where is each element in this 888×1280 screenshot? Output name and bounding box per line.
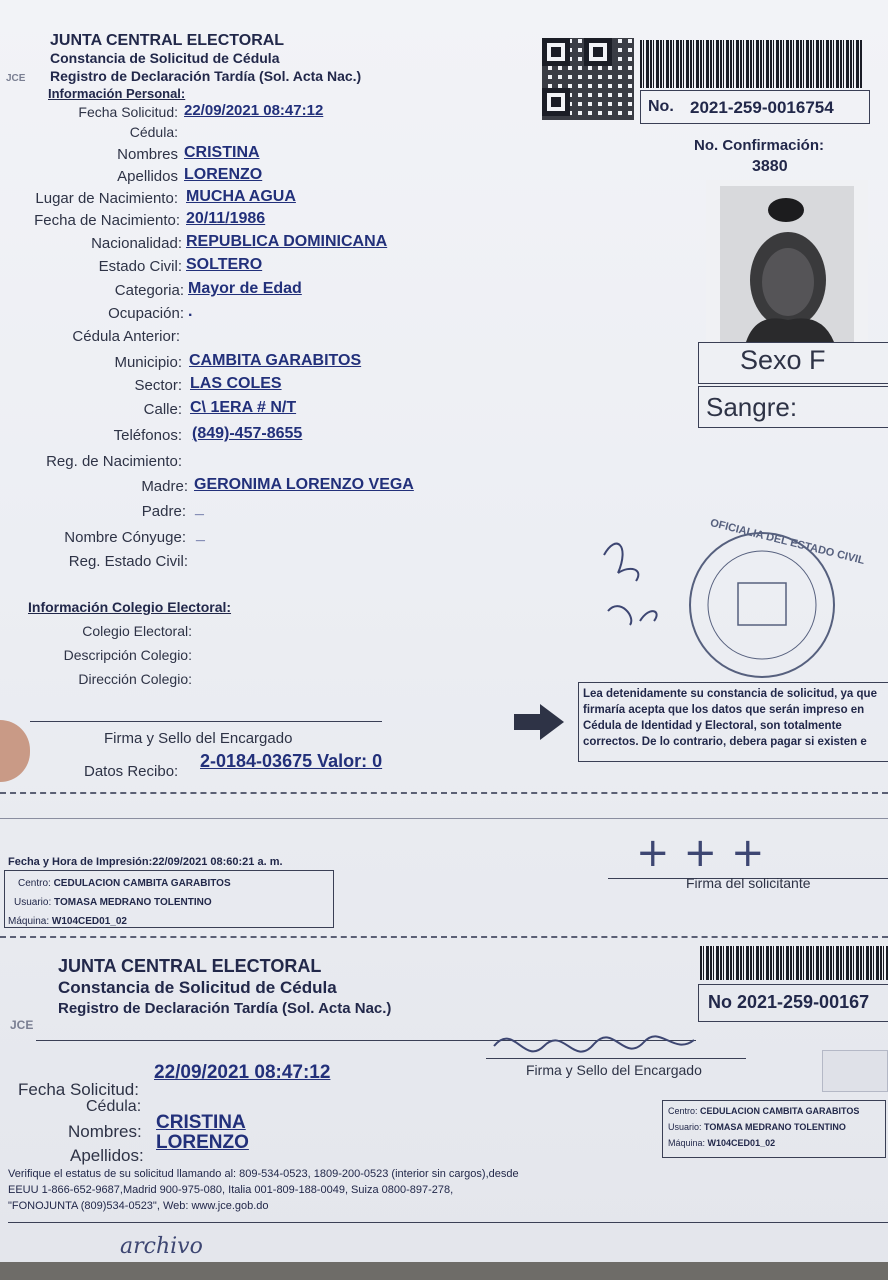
barcode-2 — [700, 946, 888, 980]
value-calle: C\ 1ERA # N/T — [190, 399, 297, 416]
usuario-label-2: Usuario: — [668, 1122, 702, 1132]
archivo-handwriting: archivo — [120, 1234, 203, 1259]
value-nacionalidad: REPUBLICA DOMINICANA — [186, 233, 388, 250]
doc-title-2: Constancia de Solicitud de Cédula — [58, 978, 337, 997]
centro-row-2 — [668, 1106, 859, 1116]
maquina-label-2: Máquina: — [668, 1138, 706, 1148]
value-estado-civil: SOLTERO — [186, 256, 263, 273]
value-telefonos: (849)-457-8655 — [192, 425, 303, 442]
section-colegio: Información Colegio Electoral: — [28, 599, 232, 615]
value-nombres: CRISTINA — [184, 144, 260, 161]
footer-line-1: Verifique el estatus de su solicitud llamando al: 809-534-0523, 1809-200-0523 (interior sin cargos),desde — [8, 1168, 519, 1180]
recibo-label: Datos Recibo: — [84, 763, 179, 780]
value-fecha-solicitud: 22/09/2021 08:47:12 — [184, 102, 324, 119]
label-direccion-colegio: Dirección Colegio: — [78, 671, 192, 687]
label-categoria: Categoria: — [114, 282, 184, 299]
section-personal: Información Personal: — [48, 86, 186, 101]
org-title-2: JUNTA CENTRAL ELECTORAL — [58, 956, 322, 976]
request-number: 2021-259-0016754 — [690, 98, 834, 117]
tear-line — [0, 792, 888, 794]
firma-encargado-label: Firma y Sello del Encargado — [104, 730, 293, 747]
seal-handwriting — [598, 566, 668, 606]
value-conyuge: _ — [196, 526, 205, 543]
sangre: Sangre: — [706, 392, 798, 422]
label-padre: Padre: — [141, 503, 186, 520]
usuario-row-2 — [668, 1122, 846, 1132]
value-categoria: Mayor de Edad — [188, 280, 302, 297]
qr-finder-icon — [584, 38, 612, 66]
confirm-value: 3880 — [752, 158, 788, 175]
usuario-value-2: TOMASA MEDRANO TOLENTINO — [704, 1122, 846, 1132]
label-reg-estado-civil: Reg. Estado Civil: — [68, 553, 188, 570]
fecha-label-2: Fecha Solicitud: — [18, 1080, 139, 1099]
doc-subtitle-2: Registro de Declaración Tardía (Sol. Acta Nac.) — [58, 1000, 392, 1017]
apellidos-value-2: LORENZO — [156, 1132, 249, 1153]
value-fecha-nacimiento: 20/11/1986 — [186, 210, 266, 227]
org-title: JUNTA CENTRAL ELECTORAL — [50, 32, 285, 49]
nombres-value-2: CRISTINA — [156, 1112, 246, 1133]
value-sector: LAS COLES — [190, 375, 282, 392]
doc-title: Constancia de Solicitud de Cédula — [50, 50, 280, 66]
divider — [0, 818, 888, 819]
label-estado-civil: Estado Civil: — [98, 258, 182, 275]
solicitante-mark: +++ — [636, 830, 779, 876]
apellidos-label-2: Apellidos: — [70, 1146, 144, 1165]
print-datetime: Fecha y Hora de Impresión:22/09/2021 08:60:21 a. m. — [8, 856, 283, 868]
label-municipio: Municipio: — [114, 354, 182, 371]
usuario-value: TOMASA MEDRANO TOLENTINO — [54, 897, 212, 908]
label-cedula: Cédula: — [129, 124, 178, 140]
value-padre: _ — [195, 500, 204, 517]
footer-divider — [8, 1222, 888, 1223]
label-sector: Sector: — [134, 377, 182, 394]
seal-text: OFICIALIA DEL ESTADO CIVIL — [708, 516, 866, 568]
label-conyuge: Nombre Cónyuge: — [64, 529, 186, 546]
label-fecha-nacimiento: Fecha de Nacimiento: — [34, 212, 180, 229]
confirm-label: No. Confirmación: — [694, 137, 824, 154]
maquina-label: Máquina: — [8, 916, 50, 927]
barcode — [640, 40, 862, 88]
maquina-value: W104CED01_02 — [51, 916, 127, 927]
photo-frame — [706, 180, 868, 342]
arrow-right-icon — [514, 702, 566, 742]
recibo-value: 2-0184-03675 Valor: 0 — [200, 751, 383, 771]
value-ocupacion: . — [188, 303, 193, 320]
cedula-label-2: Cédula: — [86, 1098, 142, 1115]
qr-finder-icon — [542, 88, 570, 116]
sexo: Sexo F — [740, 345, 826, 375]
stamp-placeholder — [822, 1050, 888, 1092]
person-photo — [706, 180, 868, 342]
centro-value: CEDULACION CAMBITA GARABITOS — [53, 878, 231, 889]
notice-text: Lea detenidamente su constancia de solicitud, ya que firmaría acepta que los datos que serán impreso en Cédula de Identidad y Electoral, son totalmente correctos. De lo contrario, debera pagar si existen e — [583, 688, 877, 748]
label-ocupacion: Ocupación: — [108, 305, 184, 322]
value-municipio: CAMBITA GARABITOS — [189, 352, 362, 369]
label-lugar-nacimiento: Lugar de Nacimiento: — [35, 190, 178, 207]
centro-value-2: CEDULACION CAMBITA GARABITOS — [700, 1106, 860, 1116]
centro-label: Centro: — [18, 878, 51, 889]
label-colegio-electoral: Colegio Electoral: — [82, 623, 192, 639]
centro-label-2: Centro: — [668, 1106, 698, 1116]
label-fecha-solicitud: Fecha Solicitud: — [78, 104, 178, 120]
footer-line-2: EEUU 1-866-652-9687,Madrid 900-975-080, Italia 001-809-188-0049, Suiza 0800-897-278, — [8, 1184, 454, 1196]
nombres-label-2: Nombres: — [68, 1122, 142, 1141]
label-telefonos: Teléfonos: — [113, 427, 182, 444]
number-label: No. — [648, 98, 674, 115]
request-number-2: No 2021-259-00167 — [708, 992, 870, 1012]
maquina-row-2 — [668, 1138, 775, 1148]
usuario-row — [14, 897, 212, 908]
fecha-value-2: 22/09/2021 08:47:12 — [154, 1062, 331, 1083]
label-apellidos: Apellidos — [117, 168, 178, 185]
centro-row — [18, 878, 231, 889]
label-nombres: Nombres — [117, 146, 178, 163]
label-calle: Calle: — [143, 401, 182, 418]
maquina-value-2: W104CED01_02 — [707, 1138, 776, 1148]
jce-logo: JCE — [6, 73, 26, 84]
firma-solicitante-label: Firma del solicitante — [686, 875, 811, 891]
qr-finder-icon — [542, 38, 570, 66]
maquina-row — [8, 916, 127, 927]
label-nacionalidad: Nacionalidad: — [91, 235, 182, 252]
firma-line — [30, 721, 382, 722]
label-descripcion-colegio: Descripción Colegio: — [63, 647, 192, 663]
firma-encargado-label-2: Firma y Sello del Encargado — [526, 1062, 702, 1078]
usuario-label: Usuario: — [14, 897, 52, 908]
label-cedula-anterior: Cédula Anterior: — [72, 328, 180, 345]
footer-line-3: "FONOJUNTA (809)534-0523", Web: www.jce.gob.do — [8, 1200, 269, 1212]
label-reg-nacimiento: Reg. de Nacimiento: — [46, 453, 182, 470]
label-madre: Madre: — [141, 478, 188, 495]
firma-line-2 — [486, 1058, 746, 1059]
value-lugar-nacimiento: MUCHA AGUA — [186, 188, 296, 205]
tear-line-2 — [0, 936, 888, 938]
value-madre: GERONIMA LORENZO VEGA — [194, 476, 414, 493]
value-apellidos: LORENZO — [184, 166, 263, 183]
doc-subtitle: Registro de Declaración Tardía (Sol. Acta Nac.) — [50, 68, 362, 84]
jce-logo-2: JCE — [10, 1018, 34, 1032]
